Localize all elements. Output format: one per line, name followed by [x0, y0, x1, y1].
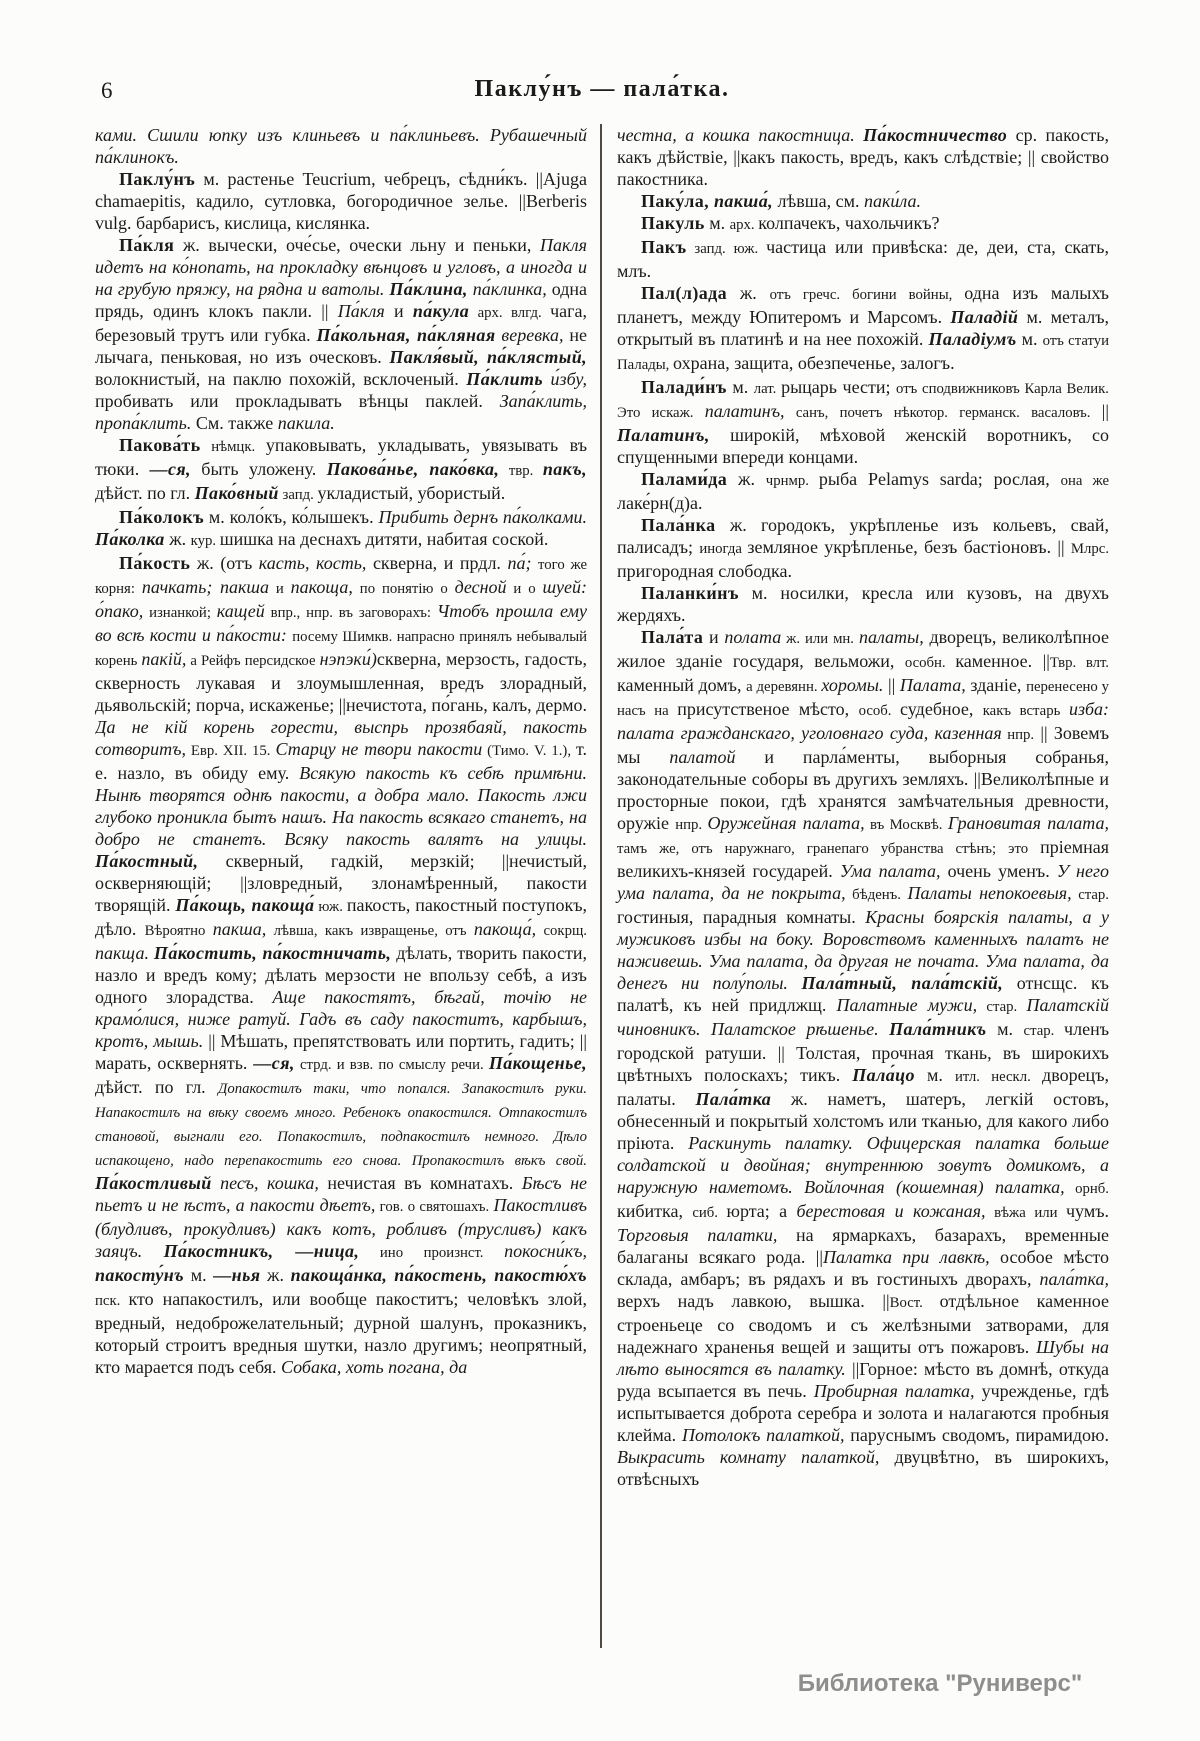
left-column — [95, 124, 602, 1648]
dictionary-paragraph: Пал(л)ада ж. отъ гречс. богини войны, одна изъ малыхъ планетъ, между Юпитеромъ и Марсомъ. Паладій м. металъ, открытый въ платинѣ и на нее похожій. Паладіумъ м. отъ статуи Палады, охрана, защита, обезпеченье, залогъ. — [617, 283, 1109, 373]
dictionary-paragraph: Пала́та и полата ж. или мн. палаты, дворецъ, великолѣпное жилое зданіе государя, вельможи, особн. каменное. ||Твр. влт. каменный домъ, а деревянн. хоромы. || Палата, зданіе, перенесено у насъ на присутственое мѣсто, особ. судебное, какъ встарь изба: палата гражданскаго, уголовнаго суда, казенная нпр. || Зовемъ мы палатой и парла́менты, выборныя собранья, законодательные соборы въ другихъ земляхъ. ||Великолѣпные и просторные покои, гдѣ хранятся замѣчательныя древности, оружіе нпр. Оружейная палата, въ Москвѣ. Грановитая палата, тамъ же, отъ наружнаго, гранепаго убранства стѣнъ; это пріемная великихъ-князей государей. Ума палата, очень уменъ. У него ума палата, да не покрыта, бѣденъ. Палаты непокоевыя, стар. гостиныя, парадныя комнаты. Красны боярскія палаты, а у мужиковъ избы на боку. Воровствомъ каменныхъ палатъ не наживешь. Ума палата, да другая не почата. Ума палата, да денегъ ни полу́полы. Пала́тный, пала́тскій, отнсщс. къ палатѣ, къ ней придлжщ. Палатные мужи, стар. Палатскій чиновникъ. Палатское рѣшенье. Пала́тникъ м. стар. членъ городской ратуши. || Толстая, прочная ткань, въ широкихъ цвѣтныхъ полоскахъ; тикъ. Пала́цо м. итл. нескл. дворецъ, палаты. Пала́тка ж. наметъ, шатеръ, легкій остовъ, обнесенный и покрытый холстомъ или тканью, для какого либо пріюта. Раскинуть палатку. Офицерская палатка больше солдатской и двойная; внутреннюю зовутъ домикомъ, а наружную наметомъ. Войлочная (кошемная) палатка, орнб. кибитка, сиб. юрта; а берестовая и кожаная, вѣжа или чумъ. Торговыя палатки, на ярмаркахъ, базарахъ, временные балаганы всякаго рода. ||Палатка при лавкѣ, особое мѣсто склада, амбаръ; въ рядахъ и въ гостиныхъ дворахъ, пала́тка, верхъ надъ лавкою, вышка. ||Вост. отдѣльное каменное строеньеце со сводомъ и съ желѣзными затворами, для надежнаго храненья вещей и защиты отъ пожаровъ. Шубы на лѣто выносятся въ палатку. ||Горное: мѣсто въ домнѣ, откуда руда всыпается въ печь. Пробирная палатка, учрежденье, гдѣ испытывается доброта серебра и золота и налагаются пробныя клейма. Потолокъ палаткой, паруснымъ сводомъ, пирамидою. Выкрасить комнату палаткой, двуцвѣтно, въ широкихъ, отвѣсныхъ — [617, 627, 1109, 1489]
dictionary-paragraph: Пала́нка ж. городокъ, укрѣпленье изъ кольевъ, свай, палисадъ; иногда земляное укрѣпленье, безъ бастіоновъ. || Млрс. пригородная слободка. — [617, 515, 1109, 581]
text-columns — [95, 124, 1109, 1648]
dictionary-paragraph: Палами́да ж. чрнмр. рыба Pelamys sarda; рослая, она же лаке́рн(д)а. — [617, 469, 1109, 513]
page-number: 6 — [101, 78, 113, 103]
dictionary-paragraph: Пакова́ть нѣмцк. упаковывать, укладывать, увязывать въ тюки. —ся, быть уложену. Пакова́нье, пако́вка, твр. пакъ, дѣйст. по гл. Пако́вный запд. укладистый, убористый. — [95, 435, 587, 503]
page-header — [95, 76, 1109, 116]
dictionary-paragraph: Пакъ запд. юж. частица или привѣска: де, деи, ста, скать, млъ. — [617, 237, 1109, 281]
dictionary-paragraph: Па́кость ж. (отъ касть, кость, скверна, и прдл. па́; того же корня: пачкать; пакша и пакоща, по понятію о десной и о шуей: о́пако, изнанкой; кащей впр., нпр. въ заговорахъ: Чтобъ прошла ему во всѣ кости и па́кости: посему Шимкв. напрасно принялъ небывалый корень пакій, а Рейфъ персидское нэпэки́)скверна, мерзость, гадость, скверность лукавая и злоумышленная, вредъ злорадный, дьявольскій; порча, искаженье; ||нечистота, по́гань, калъ, дермо. Да не кій корень горести, выспрь прозябаяй, пакость сотворитъ, Евр. XII. 15. Старцу не твори пакости (Тимо. V. 1.), т. е. назло, въ обиду ему. Всякую пакость къ себѣ примѣни. Нынѣ творятся однѣ пакости, а добра мало. Пакость лжи глубоко проникла бытъ нашъ. На пакость всякаго станетъ, на добро не станетъ. Всяку пакость валятъ на улицы. Па́костный, скверный, гадкій, мерзкій; ||нечистый, оскверняющій; ||зловредный, злонамѣренный, пакости творящій. Па́кощь, пакоща́ юж. пакость, пакостный поступокъ, дѣло. Вѣроятно пакша, лѣвша, какъ извращенье, отъ пакоща́, сокрщ. пакща. Па́костить, па́костничать, дѣлать, творить пакости, назло и вредъ кому; дѣлать мерзости не впользу себѣ, а изъ одного злорадства. Аще пакостятъ, бѣгай, точію не крамо́лися, ниже ратуй. Гадъ въ саду пакоститъ, карбышъ, кротъ, мышь. || Мѣшать, препятствовать или портить, гадить; ||марать, осквернять. —ся, стрд. и взв. по смыслу речи. Па́кощенье, дѣйст. по гл. Допакостилъ таки, что попался. Запакостилъ руки. Напакостилъ на вѣку своемъ много. Ребенокъ опакостился. Отпакостилъ становой, выгнали его. Попакостилъ, подпакостилъ немного. Дѣло испакощено, надо перепакостить его снова. Пропакостилъ вѣкъ свой. Па́костливый песъ, кошка, нечистая въ комнатахъ. Бѣсъ не пьетъ и не ѣстъ, а пакости дѣетъ, гов. о святошахъ. Пакостливъ (блудливъ, прокудливъ) какъ котъ, робливъ (трусливъ) какъ заяцъ. Па́костникъ, —ница, ино произнст. покосни́къ, пакосту́нъ м. —нья ж. пакоща́нка, па́костень, пакостю́хъ пск. кто напакостилъ, или вообще пакоститъ; человѣкъ злой, вредный, недоброжелательный; дурной шалунъ, проказникъ, который строитъ вредныя шутки, назло другимъ; неопрятный, кто марается подъ себя. Собака, хоть погана, да — [95, 553, 588, 1377]
dictionary-paragraph: Пакуль м. арх. колпачекъ, чахольчикъ? — [641, 213, 940, 233]
dictionary-paragraph: Паланки́нъ м. носилки, кресла или кузовъ, на двухъ жердяхъ. — [617, 583, 1109, 625]
dictionary-paragraph: ками. Сшили юпку изъ клиньевъ и па́клиньевъ. Рубашечный па́клинокъ. — [95, 125, 587, 167]
dictionary-paragraph: Па́кля ж. вычески, оче́сье, очески льну и пеньки, Пакля идетъ на ко́нопать, на прокладку вѣнцовъ и угловъ, а иногда и на грубую пряжу, на рядна и ватолы. Па́клина, па́клинка, одна прядь, одинъ клокъ пакли. || Па́кля и па́кула арх. влгд. чага, березовый трутъ или губка. Па́кольная, па́кляная веревка, не лычага, пеньковая, но изъ оческовъ. Пакля́вый, па́клястый, волокнистый, на паклю похожій, всклоченый. Па́клить и́збу, пробивать или прокладывать вѣнцы паклей. Запа́клить, пропа́клить. См. также пакила. — [95, 235, 588, 433]
dictionary-paragraph: Па́колокъ м. коло́къ, ко́лышекъ. Прибить дернъ па́колками. Па́колка ж. кур. шишка на деснахъ дитяти, набитая соской. — [95, 507, 587, 549]
running-title: Паклу́нъ — пала́тка. — [474, 76, 730, 102]
right-column — [602, 124, 1109, 1648]
library-watermark: Библиотека "Руниверс" — [797, 1670, 1083, 1697]
dictionary-paragraph: Паклу́нъ м. растенье Teucrium, чебрецъ, сѣдни́къ. ||Ajuga chamaepitis, кадило, сутловка, богородичное зелье. ||Berberis vulg. барбарисъ, кислица, кислянка. — [95, 169, 587, 233]
dictionary-paragraph: Паку́ла, пакша́, лѣвша, см. паки́ла. — [641, 191, 921, 211]
dictionary-paragraph: Палади́нъ м. лат. рыцарь чести; отъ сподвижниковъ Карла Велик. Это искаж. палатинъ, санъ, почетъ нѣкотор. германск. васаловъ. ||Палатинъ, широкій, мѣховой женскій воротникъ, со спущенными впереди концами. — [617, 377, 1109, 467]
dictionary-paragraph: честна, а кошка пакостница. Па́костничество ср. пакость, какъ дѣйствіе, ||какъ пакость, вредъ, какъ слѣдствіе; || свойство пакостника. — [617, 125, 1109, 189]
